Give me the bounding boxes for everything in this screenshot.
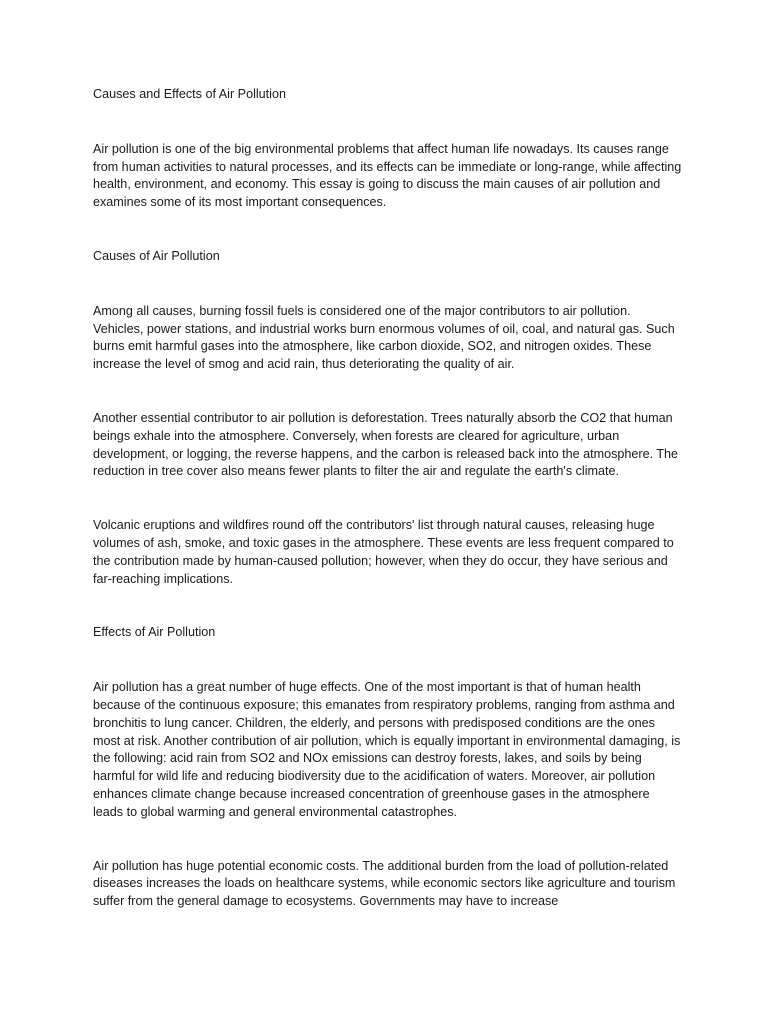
document-body xyxy=(93,86,683,947)
effects-heading: Effects of Air Pollution xyxy=(93,625,216,640)
intro-paragraph: Air pollution is one of the big environmental problems that affect human life nowadays. Its causes range from human activities to natural processes, and its effects can be immediate or long-range, while affecting health, environment, and economy. This essay is going to discuss the main causes of air pollution and examines some of its most important consequences. xyxy=(93,141,682,210)
causes-paragraph-fossil-fuels: Among all causes, burning fossil fuels is considered one of the major contributors to air pollution. Vehicles, power stations, and industrial works burn enormous volumes of oil, coal, and natural gas. Such burns emit harmful gases into the atmosphere, like carbon dioxide, SO2, and nitrogen oxides. These increase the level of smog and acid rain, thus deteriorating the quality of air. xyxy=(93,303,675,372)
effects-paragraph-economic: Air pollution has huge potential economic costs. The additional burden from the load of pollution-related diseases increases the loads on healthcare systems, while economic sectors like agriculture and tourism suffer from the general damage to ecosystems. Governments may have to increase xyxy=(93,858,676,909)
causes-heading: Causes of Air Pollution xyxy=(93,248,220,263)
document-title: Causes and Effects of Air Pollution xyxy=(93,87,286,101)
causes-paragraph-natural: Volcanic eruptions and wildfires round off the contributors' list through natural causes, releasing huge volumes of ash, smoke, and toxic gases in the atmosphere. These events are less frequent compared to the contribution made by human-caused pollution; however, when they do occur, they have serious and far-reaching implications. xyxy=(93,518,674,586)
causes-paragraph-deforestation: Another essential contributor to air pollution is deforestation. Trees naturally absorb the CO2 that human beings exhale into the atmosphere. Conversely, when forests are cleared for agriculture, urban development, or logging, the reverse happens, and the carbon is released back into the atmosphere. The reduction in tree cover also means fewer plants to filter the air and regulate the earth's climate. xyxy=(93,410,679,479)
effects-paragraph-health-environment: Air pollution has a great number of huge effects. One of the most important is that of human health because of the continuous exposure; this emanates from respiratory problems, ranging from asthma and bronchitis to lung cancer. Children, the elderly, and persons with predisposed conditions are the ones most at risk. Another contribution of air pollution, which is equally important in environmental damaging, is the following: acid rain from SO2 and NOx emissions can destroy forests, lakes, and soils by being harmful for wild life and reducing biodiversity due to the acidification of waters. Moreover, air pollution enhances climate change because increased concentration of greenhouse gases in the atmosphere leads to global warming and general environmental catastrophes. xyxy=(93,680,681,819)
